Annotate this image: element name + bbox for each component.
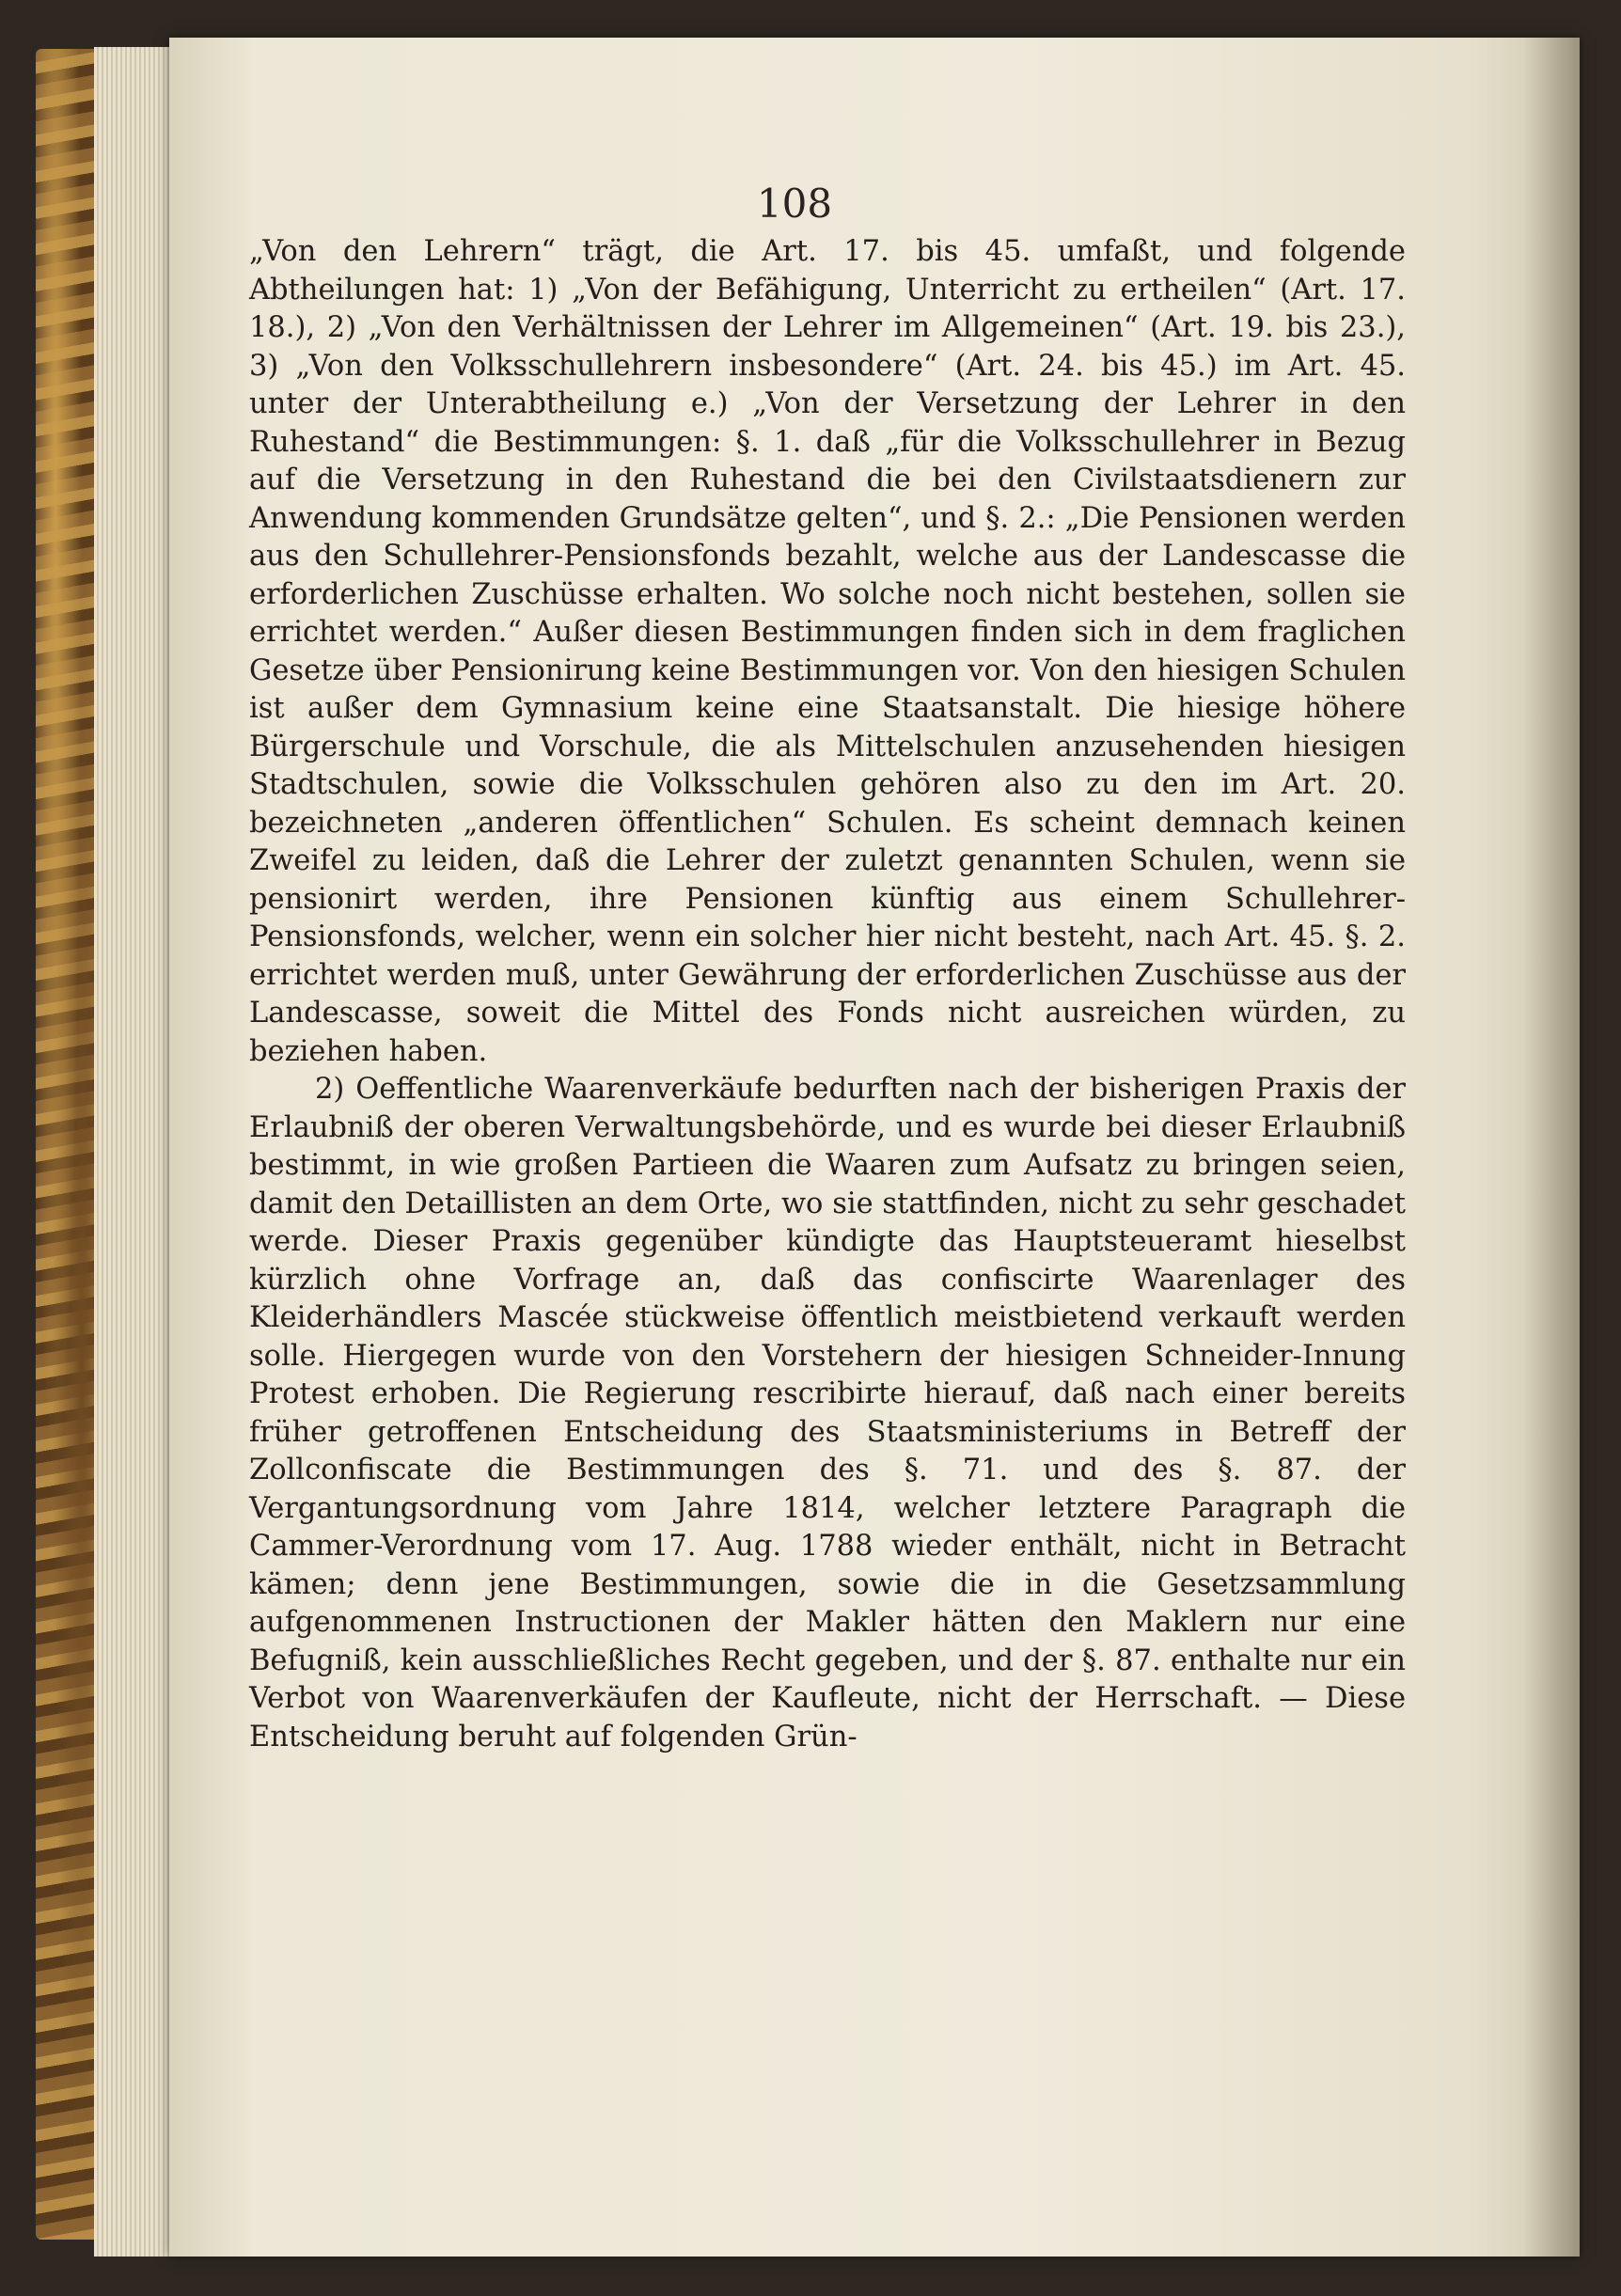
book-cover-edge bbox=[36, 49, 102, 2240]
page-number: 108 bbox=[756, 181, 833, 227]
page-gutter-shadow bbox=[1523, 38, 1580, 2257]
paragraph-1: „Von den Lehrern“ trägt, die Art. 17. bis 45. umfaßt, und folgende Abtheilungen hat: 1) „Von der Befähigung, Unterricht zu ertheilen“ (Art. 17. 18.), 2) „Von den Verhältnissen der Lehrer im Allgemeinen“ (Art. 19. bis 23.), 3) „Von den Volksschullehrern insbesondere“ (Art. 24. bis 45.) im Art. 45. unter der Unterabtheilung e.) „Von der Versetzung der Lehrer in den Ruhestand“ die Bestimmungen: §. 1. daß „für die Volksschullehrer in Bezug auf die Versetzung in den Ruhestand die bei den Civilstaatsdienern zur Anwendung kommenden Grundsätze gelten“, und §. 2.: „Die Pensionen werden aus den Schullehrer-Pensionsfonds bezahlt, welche aus der Landescasse die erforderlichen Zuschüsse erhalten. Wo solche noch nicht bestehen, sollen sie errichtet werden.“ Außer diesen Bestimmungen finden sich in dem fraglichen Gesetze über Pensionirung keine Bestimmungen vor. Von den hiesigen Schulen ist außer dem Gymnasium keine eine Staatsanstalt. Die hiesige höhere Bürgerschule und Vorschule, die als Mittelschulen anzusehenden hiesigen Stadtschulen, sowie die Volksschulen gehören also zu den im Art. 20. bezeichneten „anderen öffentlichen“ Schulen. Es scheint demnach keinen Zweifel zu leiden, daß die Lehrer der zuletzt genannten Schulen, wenn sie pensionirt werden, ihre Pensionen künftig aus einem Schullehrer-Pensionsfonds, welcher, wenn ein solcher hier nicht besteht, nach Art. 45. §. 2. errichtet werden muß, unter Gewährung der erforderlichen Zuschüsse aus der Landescasse, soweit die Mittel des Fonds nicht ausreichen würden, zu beziehen haben. bbox=[249, 235, 1406, 1068]
paragraph-2: 2) Oeffentliche Waarenverkäufe bedurften nach der bisherigen Praxis der Erlaubniß der oberen Verwaltungsbehörde, und es wurde bei dieser Erlaubniß bestimmt, in wie großen Partieen die Waaren zum Aufsatz zu bringen seien, damit den Detaillisten an dem Orte, wo sie stattfinden, nicht zu sehr geschadet werde. Dieser Praxis gegenüber kündigte das Hauptsteueramt hieselbst kürzlich ohne Vorfrage an, daß das confiscirte Waarenlager des Kleiderhändlers Mascée stückweise öffentlich meistbietend verkauft werden solle. Hiergegen wurde von den Vorstehern der hiesigen Schneider-Innung Protest erhoben. Die Regierung rescribirte hierauf, daß nach einer bereits früher getroffenen Entscheidung des Staatsministeriums in Betreff der Zollconfiscate die Bestimmungen des §. 71. und des §. 87. der Vergantungsordnung vom Jahre 1814, welcher letztere Paragraph die Cammer-Verordnung vom 17. Aug. 1788 wieder enthält, nicht in Betracht kämen; denn jene Bestimmungen, sowie die in die Gesetzsammlung aufgenommenen Instructionen der Makler hätten den Maklern nur eine Befugniß, kein ausschließliches Recht gegeben, und der §. 87. enthalte nur ein Verbot von Waarenverkäufen der Kaufleute, nicht der Herrschaft. — Diese Entscheidung beruht auf folgenden Grün- bbox=[249, 1073, 1406, 1753]
body-text bbox=[249, 233, 1406, 1756]
